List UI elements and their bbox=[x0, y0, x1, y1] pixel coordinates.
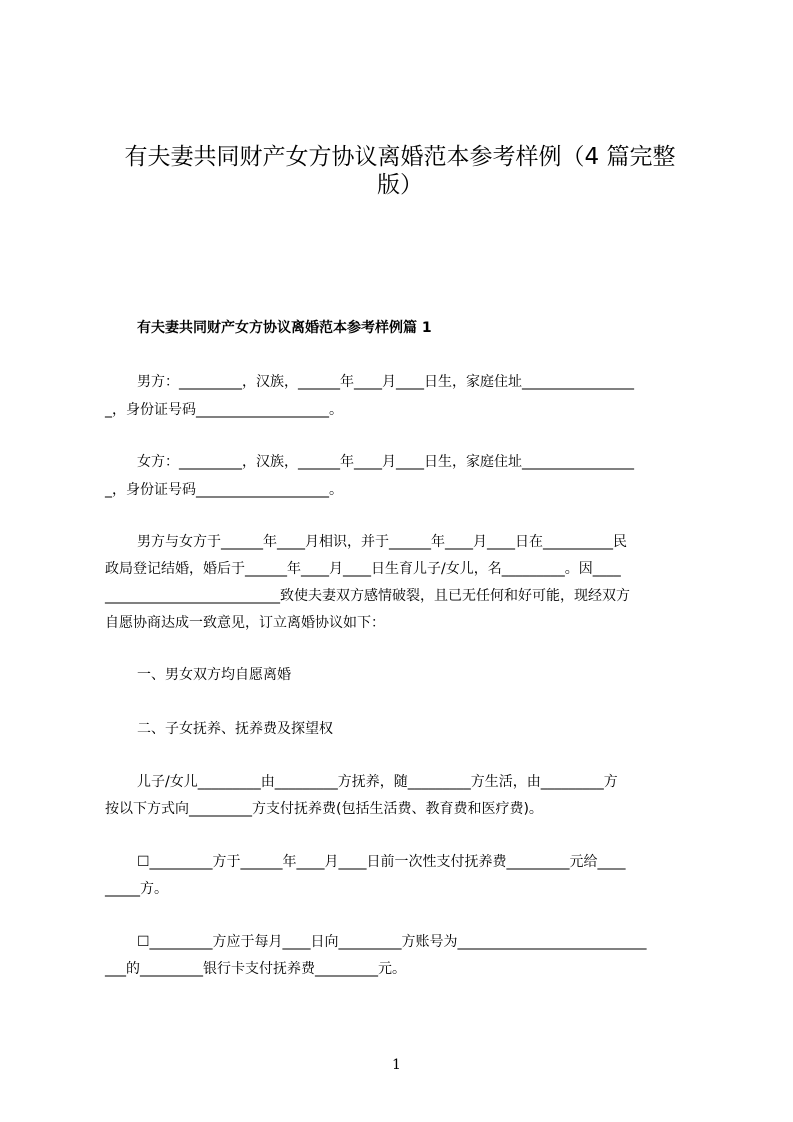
title-line-1: 有夫妻共同财产女方协议离婚范本参考样例（4 篇完整 bbox=[124, 144, 676, 170]
intro-line-2: 政局登记结婚，婚后于______年____月____日生育儿子/女儿，名_________。因____ bbox=[105, 561, 621, 577]
section-heading: 有夫妻共同财产女方协议离婚范本参考样例篇 1 bbox=[137, 320, 432, 336]
clause-2-heading: 二、子女抚养、抚养费及探望权 bbox=[137, 721, 333, 737]
document-title bbox=[100, 143, 700, 199]
payment-option-lump-sum-line-2: _____方。 bbox=[105, 881, 168, 897]
page-number: 1 bbox=[392, 1057, 401, 1073]
custody-line-1: 儿子/女儿_________由_________方抚养，随_________方生活，由_________方 bbox=[137, 774, 618, 790]
payment-option-monthly-line-1: ☐_________方应于每月____日向_________方账号为___________________________ bbox=[137, 934, 647, 950]
man-info-line-1: 男方：_________，汉族，______年____月____日生，家庭住址________________ bbox=[137, 374, 634, 390]
woman-info-line-1: 女方：_________，汉族，______年____月____日生，家庭住址________________ bbox=[137, 454, 634, 470]
clause-1-heading: 一、男女双方均自愿离婚 bbox=[137, 667, 291, 683]
man-info-line-2: _，身份证号码___________________。 bbox=[105, 402, 343, 418]
intro-line-3: _________________________致使夫妻双方感情破裂，且已无任何和好可能，现经双方 bbox=[105, 588, 630, 604]
title-line-2: 版） bbox=[377, 172, 423, 198]
payment-option-monthly-line-2: ___的_________银行卡支付抚养费_________元。 bbox=[105, 961, 406, 977]
payment-option-lump-sum-line-1: ☐_________方于______年____月____日前一次性支付抚养费_________元给____ bbox=[137, 854, 626, 870]
intro-line-1: 男方与女方于______年____月相识，并于______年____月____日在__________民 bbox=[137, 534, 627, 550]
woman-info-line-2: _，身份证号码___________________。 bbox=[105, 482, 343, 498]
intro-line-4: 自愿协商达成一致意见，订立离婚协议如下： bbox=[105, 615, 385, 631]
custody-line-2: 按以下方式向_________方支付抚养费(包括生活费、教育费和医疗费)。 bbox=[105, 801, 543, 817]
